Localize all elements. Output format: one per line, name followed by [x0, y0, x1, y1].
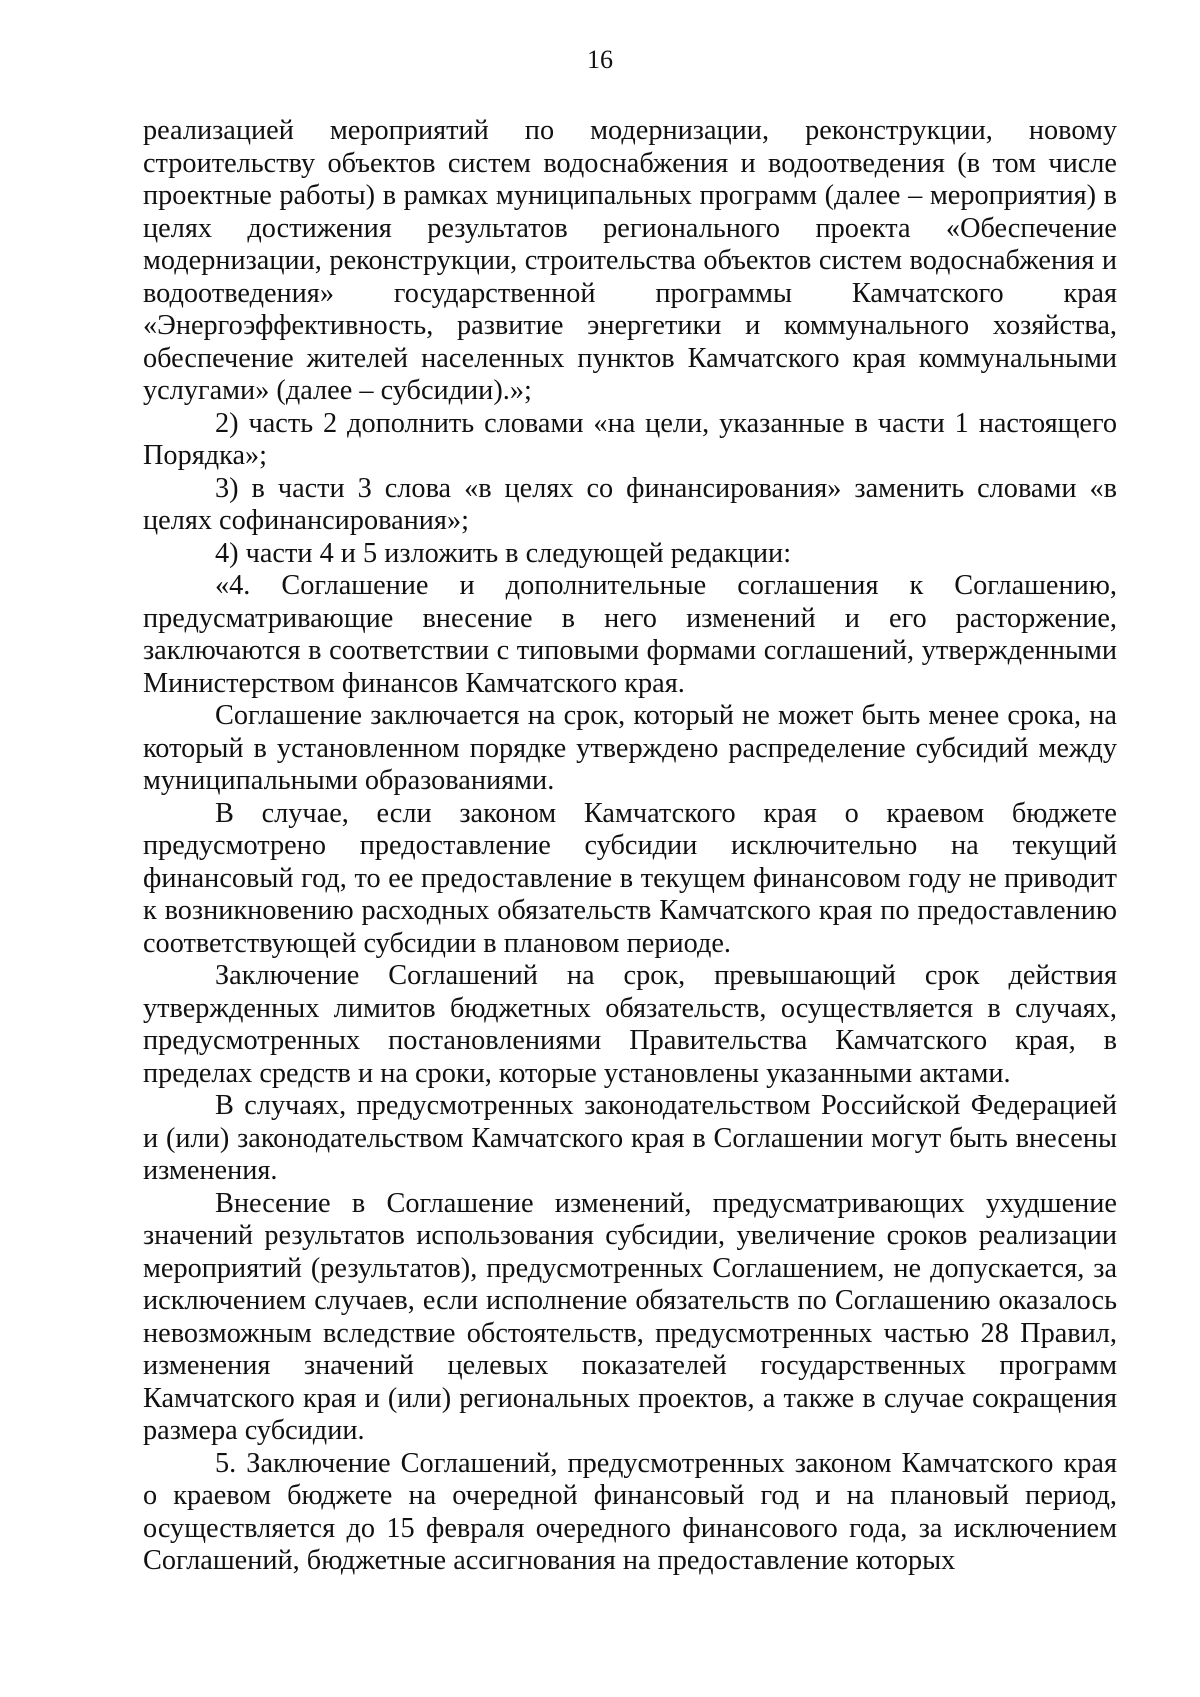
paragraph-4: 4) части 4 и 5 изложить в следующей редакции: [215, 537, 792, 569]
paragraph-5: «4. Соглашение и дополнительные соглашения к Соглашению, предусматривающие внесение в него изменений и его расторжение, заключаются в соответствии с типовыми формами соглашений, утвержденными Министерством финансов Камчатского края. [143, 570, 1117, 699]
paragraph-8: Заключение Соглашений на срок, превышающий срок действия утвержденных лимитов бюджетных обязательств, осуществляется в случаях, предусмотренных постановлениями Правительства Камчатского края, в пределах средств и на сроки, которые установлены указанными актами. [143, 960, 1117, 1089]
paragraph-7: В случае, если законом Камчатского края о краевом бюджете предусмотрено предоставление субсидии исключительно на текущий финансовый год, то ее предоставление в текущем финансовом году не приводит к возникновению расходных обязательств Камчатского края по предоставлению соответствующей субсидии в плановом периоде. [143, 797, 1117, 959]
document-body [143, 115, 1117, 1578]
paragraph-2: 2) часть 2 дополнить словами «на цели, указанные в части 1 настоящего Порядка»; [143, 407, 1117, 471]
page-number: 16 [587, 45, 613, 74]
paragraph-3: 3) в части 3 слова «в целях со финансирования» заменить словами «в целях софинансирования»; [143, 472, 1117, 536]
paragraph-9: В случаях, предусмотренных законодательством Российской Федерацией и (или) законодательством Камчатского края в Соглашении могут быть внесены изменения. [143, 1090, 1117, 1186]
paragraph-6: Соглашение заключается на срок, который не может быть менее срока, на который в установленном порядке утверждено распределение субсидий между муниципальными образованиями. [143, 700, 1117, 796]
paragraph-11: 5. Заключение Соглашений, предусмотренных законом Камчатского края о краевом бюджете на очередной финансовый год и на плановый период, осуществляется до 15 февраля очередного финансового года, за исключением Соглашений, бюджетные ассигнования на предоставление которых [143, 1447, 1117, 1576]
paragraph-10: Внесение в Соглашение изменений, предусматривающих ухудшение значений результатов использования субсидии, увеличение сроков реализации мероприятий (результатов), предусмотренных Соглашением, не допускается, за исключением случаев, если исполнение обязательств по Соглашению оказалось невозможным вследствие обстоятельств, предусмотренных частью 28 Правил, изменения значений целевых показателей государственных программ Камчатского края и (или) региональных проектов, а также в случае сокращения размера субсидии. [143, 1187, 1117, 1446]
paragraph-1: реализацией мероприятий по модернизации, реконструкции, новому строительству объектов систем водоснабжения и водоотведения (в том числе проектные работы) в рамках муниципальных программ (далее – мероприятия) в целях достижения результатов регионального проекта «Обеспечение модернизации, реконструкции, строительства объектов систем водоснабжения и водоотведения» государственной программы Камчатского края «Энергоэффективность, развитие энергетики и коммунального хозяйства, обеспечение жителей населенных пунктов Камчатского края коммунальными услугами» (далее – субсидии).»; [143, 115, 1117, 406]
